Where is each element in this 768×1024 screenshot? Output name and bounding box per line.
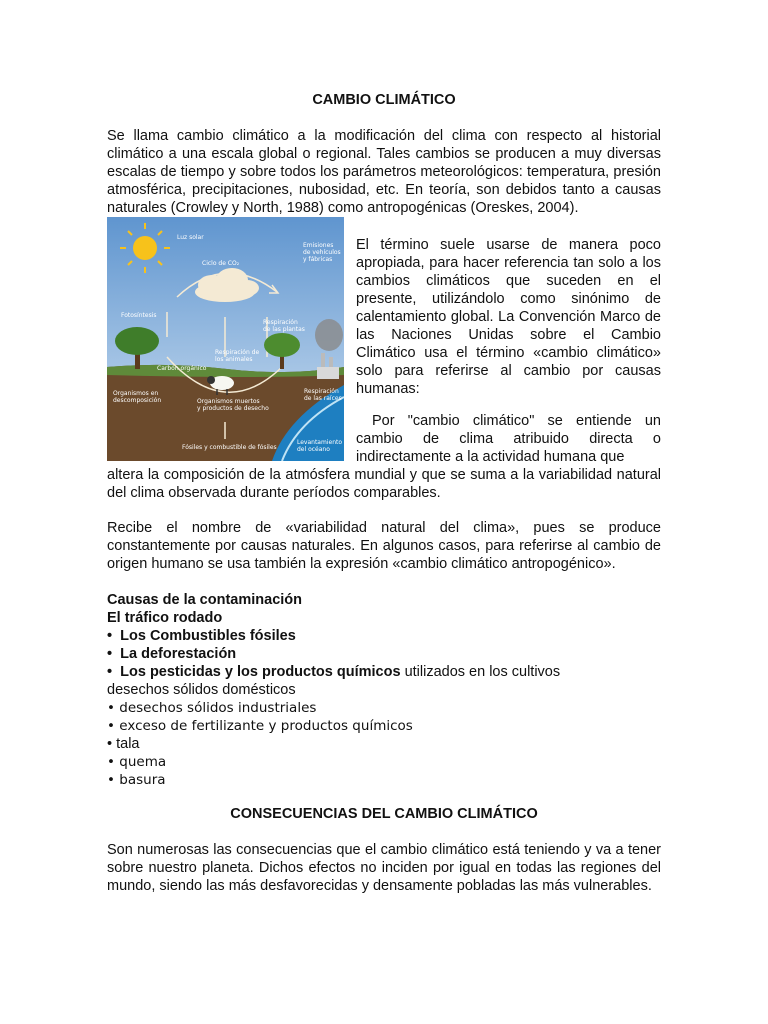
label-ciclo-co2: Ciclo de CO₂ [202, 260, 240, 267]
page-title: CAMBIO CLIMÁTICO [312, 92, 456, 108]
consequences-title: CONSECUENCIAS DEL CAMBIO CLIMÁTICO [230, 806, 538, 822]
label-organismos-muertos-1: Organismos muertos [197, 398, 260, 405]
label-resp-raices-1: Respiración [304, 388, 339, 395]
list-item-plain: desechos sólidos domésticos [107, 682, 296, 698]
label-organismos-desc-1: Organismos en [113, 390, 159, 397]
list-item: • basura [107, 772, 166, 788]
label-luz-solar: Luz solar [177, 234, 204, 241]
label-emisiones-2: de vehículos [303, 249, 341, 256]
label-organismos-muertos-2: y productos de desecho [197, 405, 269, 412]
label-organismos-desc-2: descomposición [113, 397, 162, 404]
consequences-paragraph: Son numerosas las consecuencias que el cambio climático está teniendo y va a tener sobre nuestro planeta. Dichos efectos no inciden por igual en todas las regiones del mundo, siendo las más desfavorecidas y densamente pobladas las más vulnerables. [107, 842, 661, 894]
label-emisiones-1: Emisiones [303, 242, 334, 249]
list-item: • tala [107, 736, 140, 752]
list-item: • La deforestación [107, 646, 237, 662]
carbon-cycle-figure [107, 217, 344, 461]
label-emisiones-3: y fábricas [303, 256, 333, 263]
definition-paragraph-start: Por "cambio climático" se entiende un cambio de clima atribuido directa o indirectamente a la actividad humana que [356, 413, 661, 465]
label-carbon-organico: Carbón orgánico [157, 365, 207, 372]
causes-subheading: El tráfico rodado [107, 610, 223, 626]
label-fotosintesis: Fotosíntesis [121, 312, 157, 319]
label-resp-raices-2: de las raíces [304, 395, 342, 402]
term-usage-paragraph: El término suele usarse de manera poco apropiada, para hacer referencia tan solo a los cambios climáticos que suceden en el presente, utilizándolo como sinónimo de calentamiento global. La Convención Marco de las Naciones Unidas sobre el Cambio Climático usa el término «cambio climático» solo para referirse al cambio por causas humanas: [356, 237, 661, 397]
intro-paragraph: Se llama cambio climático a la modificación del clima con respecto al historial climático a una escala global o regional. Tales cambios se producen a muy diversas escalas de tiempo y sobre todos los parámetros meteorológicos: temperatura, presión atmosférica, precipitaciones, nubosidad, etc. En teoría, son debidos tanto a causas naturales (Crowley y North, 1988) como antropogénicas (Oreskes, 2004). [107, 128, 661, 216]
list-item: • Los Combustibles fósiles [107, 628, 296, 644]
list-item: • quema [107, 754, 167, 770]
label-levantamiento-2: del océano [297, 446, 330, 453]
causes-heading: Causas de la contaminación [107, 592, 303, 608]
list-item: • exceso de fertilizante y productos químicos [107, 718, 413, 734]
label-resp-animales-1: Respiración de [215, 349, 260, 356]
carbon-cycle-diagram [107, 217, 344, 461]
list-item: • Los pesticidas y los productos químicos utilizados en los cultivos [107, 664, 561, 680]
label-fosiles: Fósiles y combustible de fósiles [182, 444, 277, 451]
list-item: • desechos sólidos industriales [107, 700, 317, 716]
label-levantamiento-1: Levantamiento [297, 439, 343, 446]
natural-variability-paragraph: Recibe el nombre de «variabilidad natural del clima», pues se produce constantemente por causas naturales. En algunos casos, para referirse al cambio de origen humano se usa también la expresión «cambio climático antropogénico». [107, 520, 661, 572]
causes-list [107, 591, 667, 789]
definition-paragraph-end: altera la composición de la atmósfera mundial y que se suma a la variabilidad natural del clima observada durante períodos comparables. [107, 467, 661, 501]
label-resp-plantas-1: Respiración [263, 319, 298, 326]
label-resp-animales-2: los animales [215, 356, 253, 363]
label-resp-plantas-2: de las plantas [263, 326, 305, 333]
